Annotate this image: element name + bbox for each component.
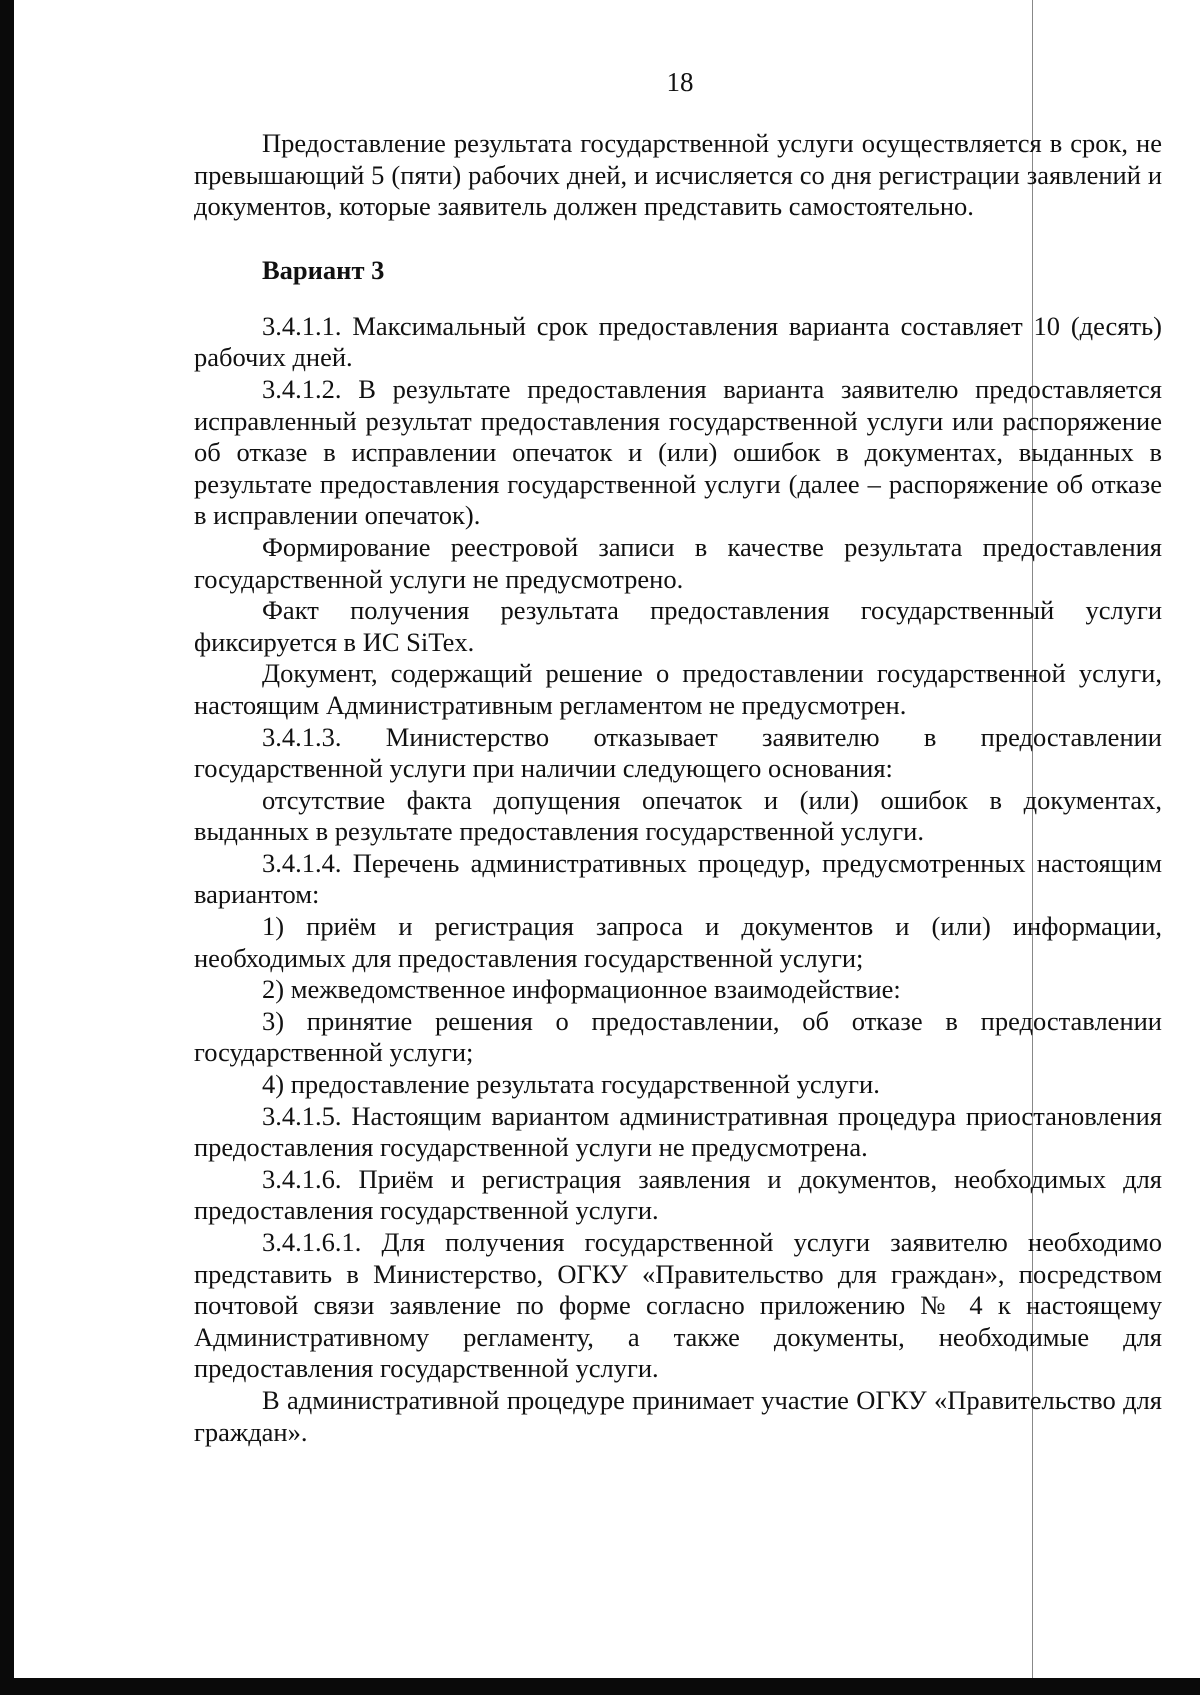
paragraph-3-4-1-5: 3.4.1.5. Настоящим вариантом административная процедура приостановления предоставления государственной услуги не предусмотрена. — [194, 1100, 1162, 1163]
paragraph-3-4-1-3: 3.4.1.3. Министерство отказывает заявителю в предоставлении государственной услуги при наличии следующего основания: — [194, 721, 1162, 784]
intro-paragraph: Предоставление результата государственной услуги осуществляется в срок, не превышающий 5 (пяти) рабочих дней, и исчисляется со дня регистрации заявлений и документов, которые заявитель должен представить самостоятельно. — [194, 128, 1162, 222]
scan-bottom-border — [0, 1678, 1200, 1695]
paragraph-3-4-1-2: 3.4.1.2. В результате предоставления варианта заявителю предоставляется исправленный результат предоставления государственной услуги или распоряжение об отказе в исправлении опечаток и (или) ошибок в документах, выданных в результате предоставления государственной услуги (далее – распоряжение об отказе в исправлении опечаток). — [194, 373, 1162, 531]
paragraph-result-fact: Факт получения результата предоставления государственный услуги фиксируется в ИС SiTex. — [194, 595, 1162, 657]
paragraph-3-4-1-4: 3.4.1.4. Перечень административных процедур, предусмотренных настоящим вариантом: — [194, 847, 1162, 910]
list-item-4: 4) предоставление результата государственной услуги. — [262, 1069, 880, 1100]
document-body — [194, 128, 1162, 1448]
paragraph-3-4-1-6: 3.4.1.6. Приём и регистрация заявления и документов, необходимых для предоставления государственной услуги. — [194, 1163, 1162, 1226]
paragraph-refusal-ground: отсутствие факта допущения опечаток и (или) ошибок в документах, выданных в результате предоставления государственной услуги. — [194, 784, 1162, 847]
list-item-3: 3) принятие решения о предоставлении, об отказе в предоставлении государственной услуги; — [194, 1005, 1162, 1068]
section-heading: Вариант 3 — [262, 254, 385, 285]
list-item-1: 1) приём и регистрация запроса и документов и (или) информации, необходимых для предоставления государственной услуги; — [194, 911, 1162, 973]
page-number: 18 — [666, 67, 694, 97]
paragraph-registry-record: Формирование реестровой записи в качестве результата предоставления государственной услуги не предусмотрено. — [194, 531, 1162, 594]
list-item-2: 2) межведомственное информационное взаимодействие: — [262, 974, 901, 1005]
paragraph-3-4-1-1: 3.4.1.1. Максимальный срок предоставления варианта составляет 10 (десять) рабочих дней. — [194, 310, 1162, 373]
paragraph-decision-document: Документ, содержащий решение о предоставлении государственной услуги, настоящим Административным регламентом не предусмотрен. — [194, 658, 1162, 720]
scan-left-border — [0, 0, 14, 1695]
paragraph-participation: В административной процедуре принимает участие ОГКУ «Правительство для граждан». — [194, 1384, 1162, 1447]
paragraph-3-4-1-6-1: 3.4.1.6.1. Для получения государственной услуги заявителю необходимо представить в Министерство, ОГКУ «Правительство для граждан», посредством почтовой связи заявление по форме согласно приложению № 4 к настоящему Административному регламенту, а также документы, необходимые для предоставления государственной услуги. — [194, 1227, 1162, 1384]
